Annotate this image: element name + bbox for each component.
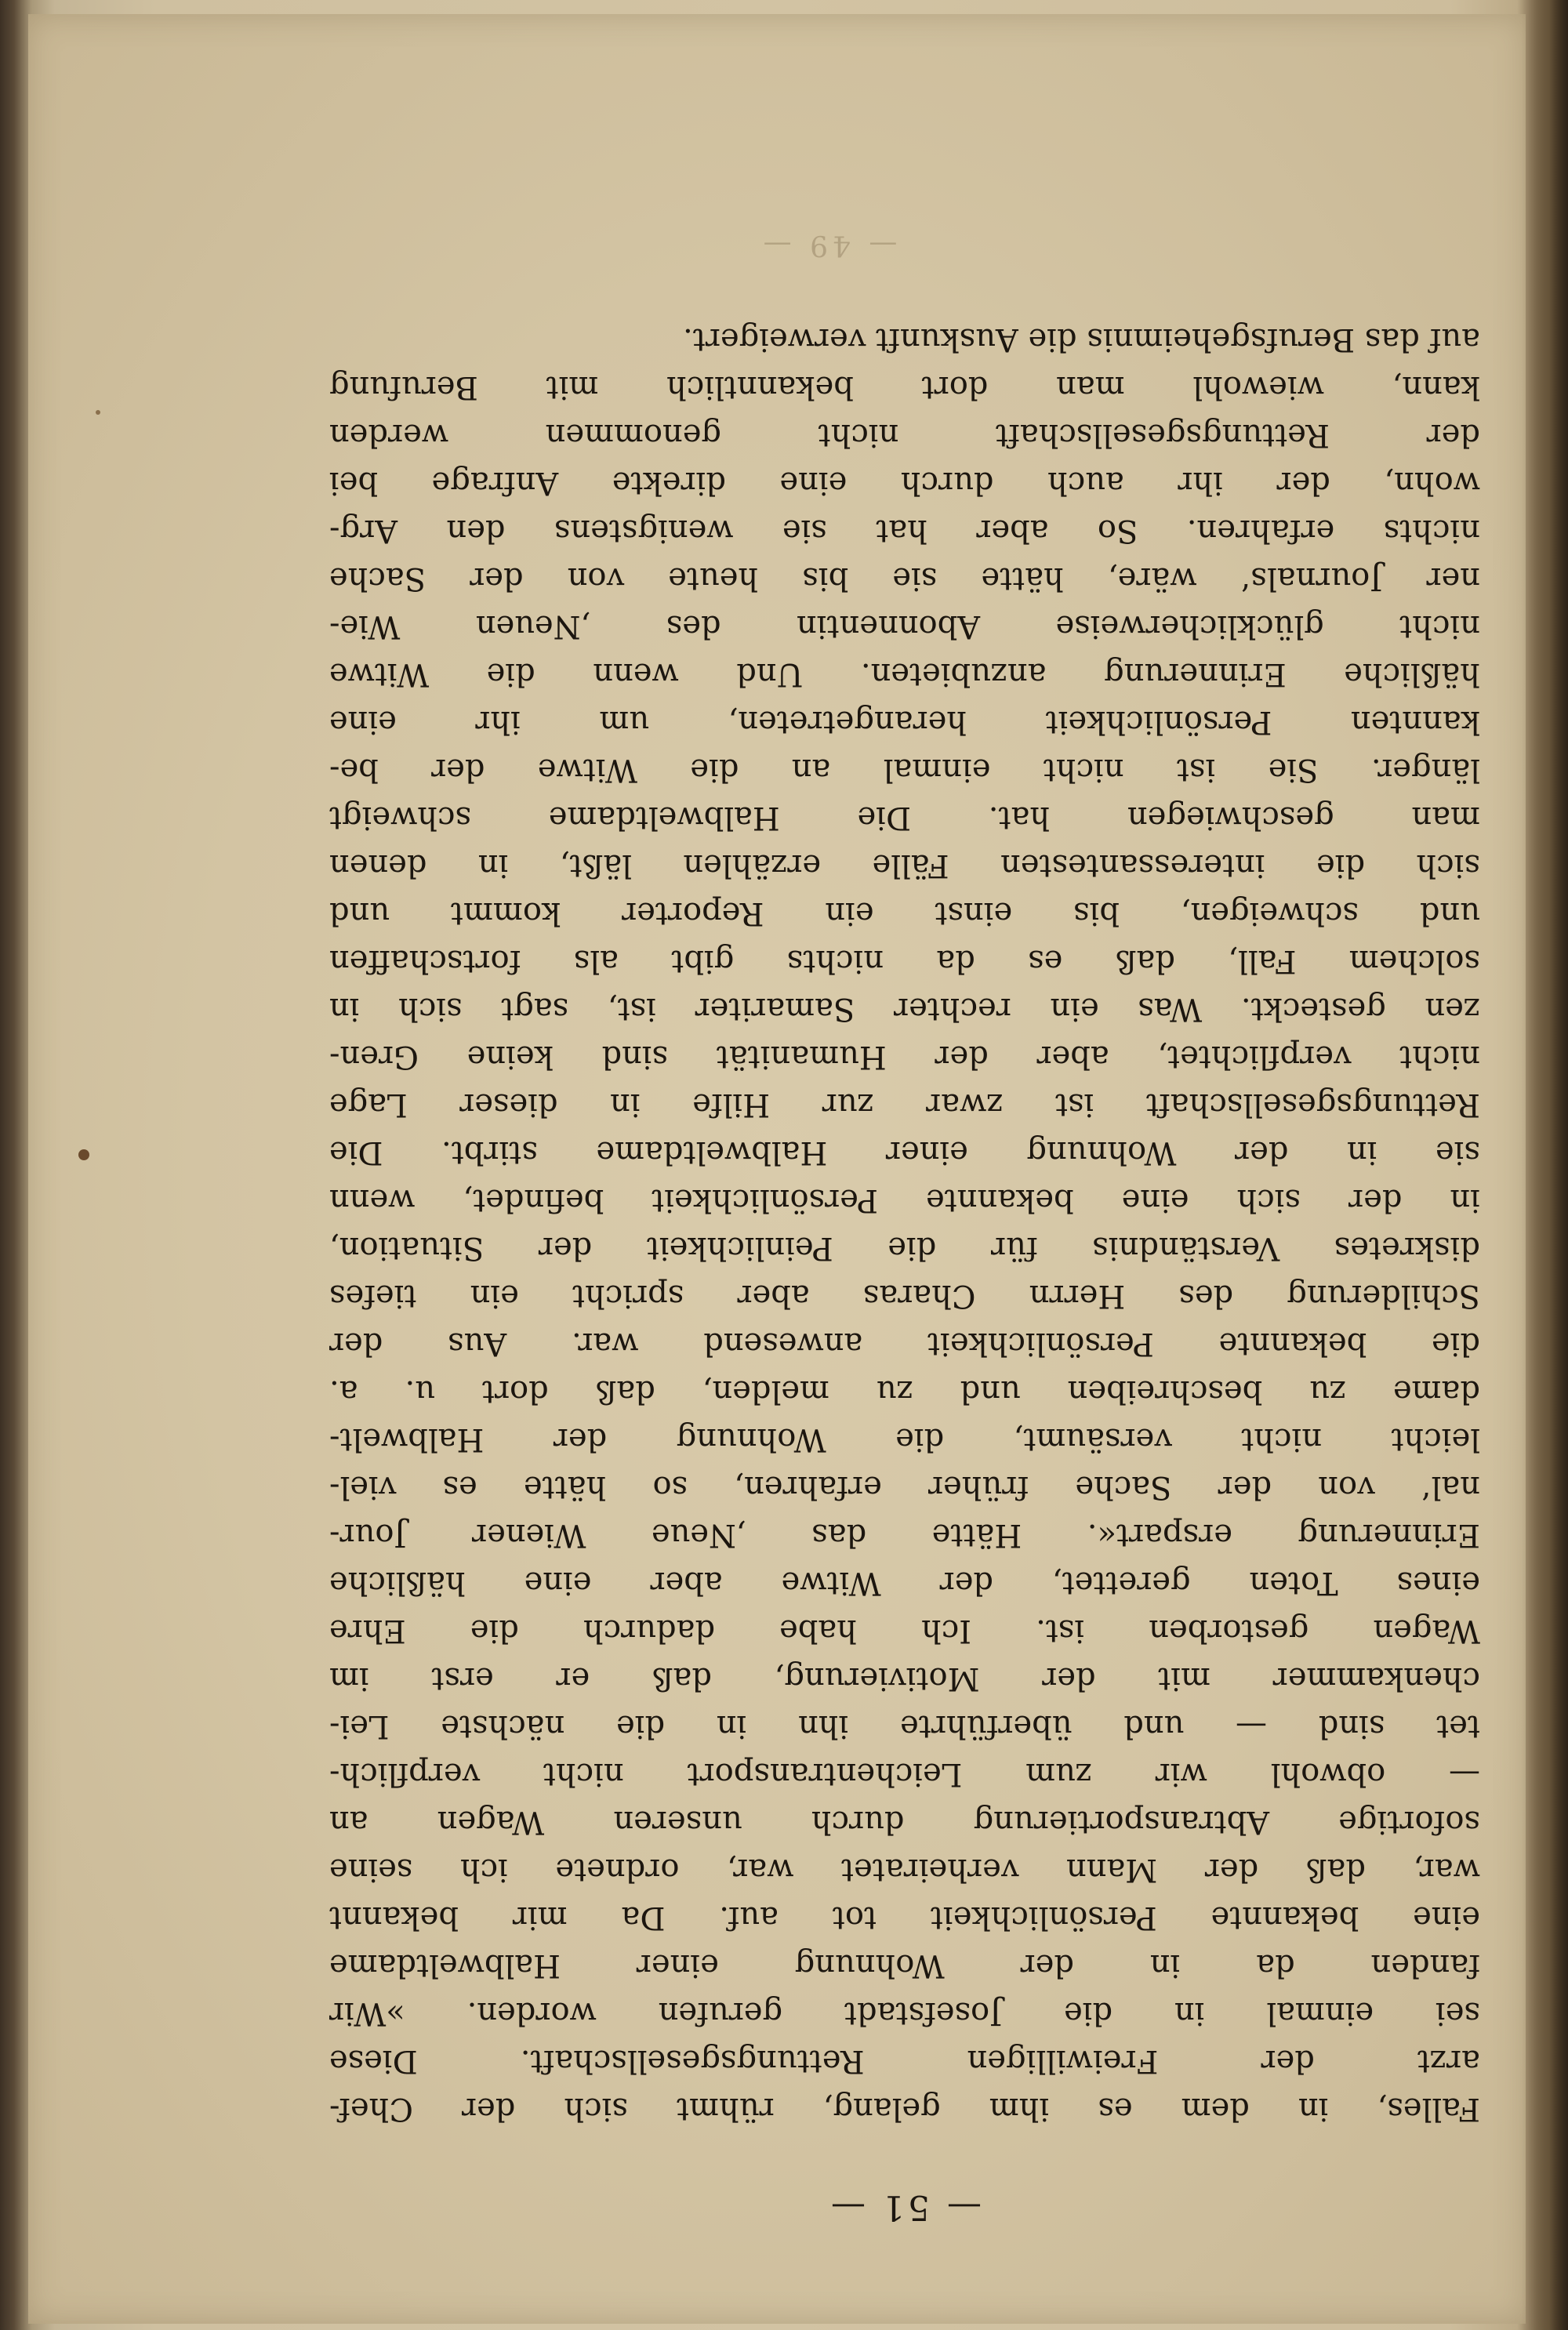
- text-line: sei einmal in die Josefstadt gerufen worden. »Wir: [329, 1995, 1480, 2031]
- text-line: chenkammer mit der Motivierung, daß er erst im: [329, 1660, 1480, 1697]
- text-line: eine bekannte Persönlichkeit tot auf. Da mir bekannt: [329, 1900, 1480, 1936]
- page-number: — 51 —: [828, 2187, 982, 2227]
- book-spine-edge: [1521, 0, 1568, 2330]
- ink-spot: [96, 410, 100, 415]
- text-line: war, daß der Mann verheiratet war, ordnete ich seine: [329, 1852, 1480, 1888]
- faint-bleed-through-page-number: — 49 —: [758, 229, 898, 261]
- text-line: leicht nicht versäumt, die Wohnung der Halbwelt-: [329, 1421, 1480, 1457]
- ink-spot: [78, 1149, 89, 1160]
- text-line: tet sind — und überführte ihn in die nächste Lei-: [329, 1708, 1480, 1744]
- text-line: — obwohl wir zum Leichentransport nicht verpflich-: [329, 1756, 1480, 1792]
- text-line: sie in der Wohnung einer Halbweltdame stirbt. Die: [329, 1134, 1480, 1170]
- text-line: sich die interessantesten Fälle erzählen läßt, in denen: [329, 847, 1480, 884]
- text-line: länger. Sie ist nicht einmal an die Witwe der be-: [329, 752, 1480, 788]
- text-line: die bekannte Persönlichkeit anwesend war. Aus der: [329, 1326, 1480, 1362]
- text-line: nichts erfahren. So aber hat sie wenigstens den Arg-: [329, 513, 1480, 549]
- text-line: kannten Persönlichkeit herangetreten, um ihr eine: [329, 704, 1480, 740]
- text-line: in der sich eine bekannte Persönlichkeit befindet, wenn: [329, 1182, 1480, 1218]
- text-line: nal‘ von der Sache früher erfahren, so hätte es viel-: [329, 1469, 1480, 1505]
- text-line: der Rettungsgesellschaft nicht genommen werden: [329, 417, 1480, 453]
- text-line: ner Journals‘ wäre, hätte sie bis heute von der Sache: [329, 561, 1480, 597]
- text-line: wohn, der ihr auch durch eine direkte Anfrage bei: [329, 465, 1480, 501]
- text-line: diskretes Verständnis für die Peinlichkeit der Situation,: [329, 1230, 1480, 1266]
- text-line: zen gesteckt. Was ein rechter Samariter ist, sagt sich in: [329, 991, 1480, 1027]
- text-line: und schweigen, bis einst ein Reporter kommt und: [329, 895, 1480, 931]
- text-line: arzt der Freiwilligen Rettungsgesellschaft. Diese: [329, 2043, 1480, 2079]
- text-line: Schilderung des Herrn Charas aber spricht ein tiefes: [329, 1278, 1480, 1314]
- text-line: kann, wiewohl man dort bekanntlich mit Berufung: [329, 369, 1480, 405]
- body-text: [329, 315, 1480, 2132]
- text-line: nicht verpflichtet, aber der Humanität sind keine Gren-: [329, 1039, 1480, 1075]
- text-line: Rettungsgesellschaft ist zwar zur Hilfe in dieser Lage: [329, 1087, 1480, 1123]
- text-line: Wagen gestorben ist. Ich habe dadurch die Ehre: [329, 1613, 1480, 1649]
- rotated-text-block: [329, 321, 1480, 2234]
- text-line: Erinnerung erspart«. Hätte das ‚Neue Wiener Jour-: [329, 1517, 1480, 1553]
- text-line: fanden da in der Wohnung einer Halbweltdame: [329, 1947, 1480, 1983]
- text-line: dame zu beschreiben und zu melden, daß dort u. a.: [329, 1374, 1480, 1410]
- text-line: sofortige Abtransportierung durch unseren Wagen an: [329, 1804, 1480, 1840]
- text-line: nicht glücklicherweise Abonnentin des ‚Neuen Wie-: [329, 608, 1480, 644]
- text-line: man geschwiegen hat. Die Halbweltdame schweigt: [329, 800, 1480, 836]
- text-line: häßliche Erinnerung anzubieten. Und wenn die Witwe: [329, 656, 1480, 692]
- text-line: Falles, in dem es ihm gelang, rühmt sich der Chef-: [329, 2091, 1480, 2127]
- text-line: solchem Fall, daß es da nichts gibt als fortschaffen: [329, 943, 1480, 979]
- text-line: auf das Berufsgeheimnis die Auskunft verweigert.: [683, 321, 1480, 357]
- text-line: eines Toten gerettet, der Witwe aber eine häßliche: [329, 1565, 1480, 1601]
